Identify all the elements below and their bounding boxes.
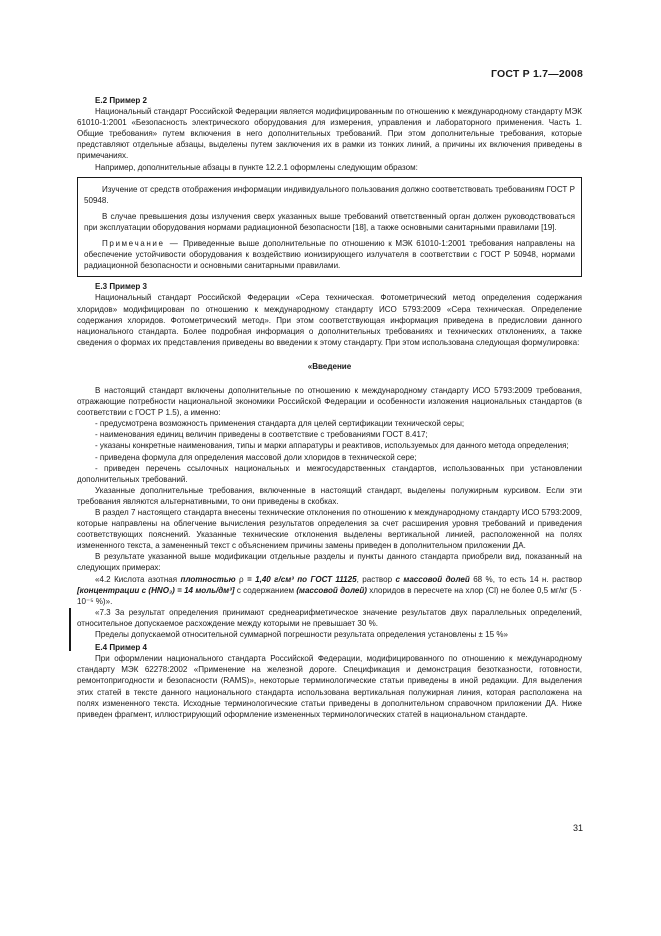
- page-number: 31: [572, 823, 583, 833]
- text-run: ρ: [238, 574, 244, 584]
- paragraph: В результате указанной выше модификации отдельные разделы и пункты данного стандарта приобрели вид, показанный на следующих примерах:: [77, 552, 582, 573]
- paragraph: В раздел 7 настоящего стандарта внесены технические отклонения по отношению к международному стандарту ИСО 5793:2009, которые направлены на облегчение вычисления результатов определения за счет расширения уровня требований и приведения соответствующих пояснений. Указанные технические отклонения выделены вертикальной линией, расположенной на полях измененного текста, а замененный текст с объяснением причины замены приведен в дополнительном приложении ДА.: [77, 508, 582, 551]
- section-heading-e4: Е.4 Пример 4: [95, 643, 148, 653]
- intro-title: «Введение: [307, 361, 352, 371]
- example-7-3: «7.3 За результат определения принимают среднеарифметическое значение результатов двух параллельных определений, относительное допускаемое расхождение между которыми не превышает 30 %.: [77, 607, 582, 628]
- bold-italic-run: [концентрации с (HNO₃) = 14 моль/дм³]: [77, 585, 235, 595]
- bold-italic-run: с массовой долей: [395, 574, 470, 584]
- changed-text-block: [77, 607, 582, 640]
- text-run: 68 %, то есть 14 н. раствор: [473, 574, 582, 584]
- list-item: - предусмотрена возможность применения стандарта для целей сертификации технической серы;: [95, 419, 465, 429]
- note-label: Примечание —: [102, 239, 180, 249]
- section-heading-e2: Е.2 Пример 2: [95, 96, 148, 105]
- framed-additional-text: [77, 177, 582, 278]
- paragraph: Указанные дополнительные требования, включенные в настоящий стандарт, выделены полужирным курсивом. Если эти требования являются альтернативными, то они приведены в скобках.: [77, 485, 582, 506]
- note: [84, 238, 575, 271]
- section-heading-e3: Е.3 Пример 3: [95, 282, 148, 292]
- example-4-2: [77, 574, 582, 607]
- change-margin-line: [69, 608, 71, 651]
- paragraph: Изучение от средств отображения информации индивидуального пользования должно соответствовать требованиям ГОСТ Р 50948.: [84, 184, 575, 205]
- page-content: [77, 93, 582, 720]
- paragraph: Национальный стандарт Российской Федерации является модифицированным по отношению к международному стандарту МЭК 61010-1:2001 «Безопасность электрического оборудования для измерения, управления и лабораторного применения. Часть 1. Общие требования» путем включения в него дополнительных требований. При этом дополнительные требования, которые представляют отдельные абзацы, выделены путем заключения их в рамки из тонких линий, а причины их включения приведены в примечаниях.: [77, 107, 582, 161]
- paragraph: В настоящий стандарт включены дополнительные по отношению к международному стандарту ИСО 5793:2009 требования, отражающие потребности национальной экономики Российской Федерации и особенности изложения национальных стандартов (в соответствии с ГОСТ Р 1.5), а именно:: [77, 385, 582, 418]
- list-item: - указаны конкретные наименования, типы и марки аппаратуры и реактивов, используемых для данного метода определения;: [95, 441, 569, 451]
- list-item: - приведен перечень ссылочных национальных и межгосударственных стандартов, использованных при установлении дополнительных требований.: [77, 463, 582, 484]
- paragraph: Национальный стандарт Российской Федерации «Сера техническая. Фотометрический метод определения содержания хлоридов» модифицирован по отношению к международному стандарту ИСО 5793:2009 «Сера техническая. Определение содержания хлоридов. Фотометрический метод». При этом соответствующая информация приведена в предисловии данного национального стандарта. Более подробная информация о дополнительных требованиях и технических отклонениях, а также сведения о формах их представления приведены во введении к этому стандарту. При этом использована следующая формулировка:: [77, 293, 582, 347]
- paragraph: При оформлении национального стандарта Российской Федерации, модифицированного по отношению к международному стандарту МЭК 62278:2002 «Применение на железной дороге. Спецификация и демонстрация безотказности, готовности, ремонтопригодности и безопасности (RAMS)», некоторые терминологические статьи приведены в иной редакции. Для выделения этих статей в тексте данного национального стандарта использована вертикальная полужирная линия, которая расположена на полях измененного текста. Исходные терминологические статьи приведены в дополнительном справочном приложении ДА. Ниже приведен фрагмент, иллюстрирующий оформление измененных терминологических статей в национальном стандарте.: [77, 654, 582, 719]
- bold-italic-run: (массовой долей): [296, 585, 367, 595]
- example-7-3-tolerance: Пределы допускаемой относительной суммарной погрешности результата определения установлены ± 15 %»: [95, 630, 508, 640]
- paragraph: В случае превышения дозы излучения сверх указанных выше требований ответственный орган должен руководствоваться при эксплуатации оборудования нормами радиационной безопасности [18], а также основными санитарными правилами [19].: [84, 211, 575, 232]
- document-code: ГОСТ Р 1.7—2008: [490, 68, 583, 80]
- bold-italic-run: плотностью: [180, 574, 236, 584]
- list-item: - наименования единиц величин приведены в соответствие с требованиями ГОСТ 8.417;: [95, 430, 428, 440]
- list-item: - приведена формула для определения массовой доли хлоридов в технической сере;: [95, 452, 417, 462]
- note-text: Приведенные выше дополнительные по отношению к МЭК 61010-1:2001 требования направлены на обеспечение устойчивости оборудования к воздействию ионизирующего излучателя в соответствии с ГОСТ Р 50948, нормами радиационной безопасности и основными санитарными правилами.: [84, 239, 575, 271]
- text-run: с содержанием: [236, 585, 294, 595]
- text-run: «4.2 Кислота азотная: [95, 574, 178, 584]
- bold-italic-run: = 1,40 г/см³ по ГОСТ 11125: [246, 574, 357, 584]
- paragraph: Например, дополнительные абзацы в пункте 12.2.1 оформлены следующим образом:: [95, 162, 418, 172]
- text-run: хлоридов в пересчете на хлор (Cl) не более 0,5 мг/кг (5 · 10⁻⁵ %)».: [77, 585, 582, 606]
- text-run: , раствор: [356, 574, 393, 584]
